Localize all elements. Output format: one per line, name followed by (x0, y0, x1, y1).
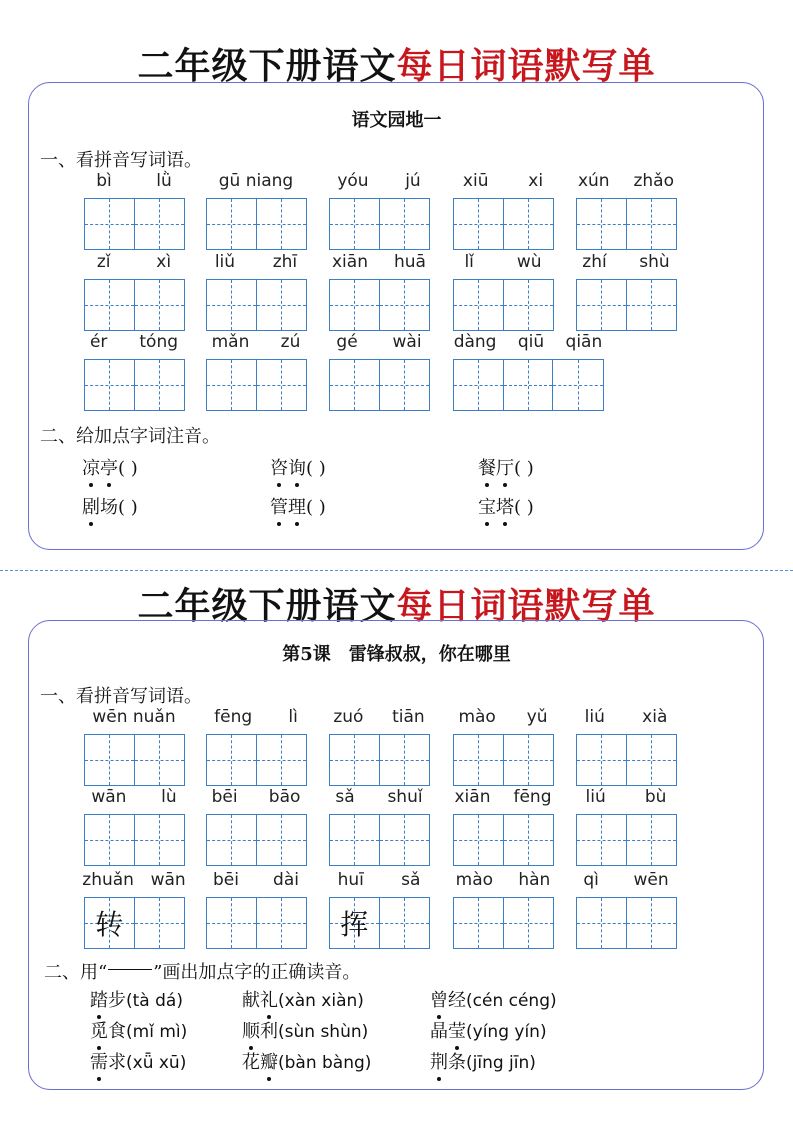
pinyin-syllable: shuǐ (387, 787, 423, 807)
word-character: 询 (288, 454, 306, 480)
sheet2-section2-heading (44, 958, 360, 984)
word-cell (206, 331, 306, 415)
writing-box[interactable] (135, 815, 185, 865)
writing-box[interactable] (380, 280, 430, 330)
tianzige-grid (206, 814, 307, 866)
pinyin-syllable: zhǎo (633, 171, 675, 191)
writing-box[interactable] (380, 898, 430, 948)
pinyin-syllable: xi (528, 171, 544, 191)
pinyin-syllable: sǎ (401, 870, 421, 890)
tianzige-grid (84, 279, 185, 331)
writing-box[interactable] (454, 735, 504, 785)
pinyin-syllable: yǔ (526, 707, 548, 727)
word-character: 曾 (430, 986, 448, 1012)
pinyin-syllable: huā (394, 252, 426, 272)
word-character: 食 (108, 1021, 126, 1042)
pinyin-syllable: wài (392, 332, 422, 352)
writing-box[interactable] (85, 199, 135, 249)
answer-blank[interactable]: ( ) (118, 458, 138, 479)
writing-box[interactable] (627, 199, 677, 249)
word-character: 莹 (448, 1017, 466, 1043)
answer-blank[interactable]: ( ) (118, 497, 138, 518)
writing-box[interactable] (85, 280, 135, 330)
pinyin-label (566, 170, 686, 192)
pinyin-syllable: dàng (453, 332, 497, 352)
word-character: 凉 (82, 454, 100, 480)
word-character: 觅 (90, 1017, 108, 1043)
pinyin-label (319, 170, 439, 192)
writing-box[interactable] (577, 815, 627, 865)
writing-box[interactable] (380, 815, 430, 865)
writing-box[interactable] (454, 280, 504, 330)
tianzige-grid (576, 814, 677, 866)
word-character: 塔 (496, 493, 514, 519)
writing-box[interactable] (627, 898, 677, 948)
question-item (90, 1017, 187, 1043)
word-cell (576, 170, 676, 254)
writing-box[interactable] (207, 199, 257, 249)
tianzige-grid (329, 198, 430, 250)
pinyin-syllable: fēng (513, 787, 552, 807)
pinyin-label (319, 251, 439, 273)
pinyin-label (74, 331, 194, 353)
writing-box[interactable] (454, 898, 504, 948)
writing-box[interactable] (85, 815, 135, 865)
word-cell (576, 869, 676, 953)
pinyin-label (319, 786, 439, 808)
tianzige-grid (84, 814, 185, 866)
pinyin-syllable: wēn nuǎn (92, 707, 176, 727)
pinyin-label (566, 786, 686, 808)
pinyin-label (196, 869, 316, 891)
writing-box[interactable] (577, 280, 627, 330)
question-item (270, 454, 326, 480)
question-item (242, 986, 364, 1012)
writing-box[interactable] (454, 199, 504, 249)
tianzige-grid (329, 814, 430, 866)
pinyin-label (443, 786, 563, 808)
pinyin-label (443, 331, 613, 353)
tianzige-grid (329, 279, 430, 331)
tianzige-grid (84, 359, 185, 411)
pinyin-syllable: tóng (139, 332, 179, 352)
word-cell (453, 251, 553, 335)
word-character: 剧 (82, 493, 100, 519)
tianzige-grid (453, 734, 554, 786)
question-item (430, 1048, 536, 1074)
pinyin-syllable: bēi (211, 787, 238, 807)
tianzige-grid (453, 359, 604, 411)
pinyin-syllable: zú (280, 332, 301, 352)
prefilled-character: 转 (95, 908, 124, 941)
answer-blank[interactable]: ( ) (306, 458, 326, 479)
word-cell (453, 331, 603, 415)
word-cell (576, 251, 676, 335)
writing-box[interactable] (577, 735, 627, 785)
pinyin-syllable: wān (91, 787, 127, 807)
pinyin-label (74, 706, 194, 728)
writing-box[interactable] (380, 199, 430, 249)
sheet1-section1-heading: 一、看拼音写词语。 (40, 150, 202, 171)
word-cell (329, 170, 429, 254)
writing-box[interactable] (504, 280, 554, 330)
tianzige-grid (206, 734, 307, 786)
writing-box[interactable] (257, 280, 307, 330)
word-cell (453, 706, 553, 790)
writing-box[interactable] (135, 199, 185, 249)
tianzige-grid (576, 897, 677, 949)
pinyin-syllable: lǜ (156, 171, 172, 191)
word-cell (329, 331, 429, 415)
pinyin-syllable: shù (639, 252, 670, 272)
word-character: 经 (448, 990, 466, 1011)
pinyin-syllable: yóu (337, 171, 369, 191)
pinyin-syllable: ér (89, 332, 108, 352)
tianzige-grid (84, 734, 185, 786)
pinyin-syllable: hàn (518, 870, 551, 890)
writing-box[interactable] (627, 735, 677, 785)
word-cell (453, 170, 553, 254)
pinyin-label (566, 251, 686, 273)
word-character: 条 (448, 1052, 466, 1073)
pinyin-label (196, 786, 316, 808)
pinyin-syllable: qiū (517, 332, 545, 352)
pinyin-label (196, 331, 316, 353)
sheet1-lesson-title: 语文园地一 (351, 110, 442, 131)
pinyin-options[interactable]: (jīng jīn) (466, 1053, 536, 1073)
title-grade: 二年级下册语文 (137, 46, 397, 87)
answer-blank[interactable]: ( ) (514, 458, 534, 479)
pinyin-label (196, 251, 316, 273)
pinyin-label (443, 869, 563, 891)
word-character: 宝 (478, 493, 496, 519)
pinyin-syllable: wān (150, 870, 186, 890)
pinyin-syllable: xiū (462, 171, 489, 191)
writing-box[interactable] (330, 360, 380, 410)
writing-box[interactable] (207, 815, 257, 865)
question-item (430, 986, 557, 1012)
word-cell (84, 786, 184, 870)
pinyin-options[interactable]: (yíng yín) (466, 1022, 547, 1042)
pinyin-syllable: bì (96, 171, 112, 191)
question-item (82, 493, 138, 519)
tianzige-grid (329, 897, 430, 949)
tianzige-grid (576, 198, 677, 250)
word-cell (84, 251, 184, 335)
writing-box[interactable] (330, 735, 380, 785)
pinyin-syllable: sǎ (335, 787, 355, 807)
word-character: 礼 (260, 986, 278, 1012)
word-cell (206, 251, 306, 335)
section2-suffix: ”画出加点字的正确读音。 (153, 962, 361, 983)
word-cell (329, 706, 429, 790)
word-cell (453, 869, 553, 953)
pinyin-syllable: xún (577, 171, 610, 191)
word-cell (84, 706, 184, 790)
answer-blank[interactable]: ( ) (306, 497, 326, 518)
tianzige-grid (453, 198, 554, 250)
pinyin-options[interactable]: (mǐ mì) (126, 1022, 188, 1042)
pinyin-label (319, 706, 439, 728)
word-character: 餐 (478, 454, 496, 480)
question-item (478, 493, 534, 519)
pinyin-label (319, 331, 439, 353)
writing-box[interactable] (577, 199, 627, 249)
pinyin-syllable: lǐ (464, 252, 474, 272)
writing-box[interactable] (504, 815, 554, 865)
word-character: 荆 (430, 1048, 448, 1074)
writing-box[interactable] (330, 815, 380, 865)
pinyin-syllable: tiān (392, 707, 425, 727)
word-character: 顺 (242, 1017, 260, 1043)
sheet2-section1-heading: 一、看拼音写词语。 (40, 686, 202, 707)
pinyin-syllable: dài (273, 870, 299, 890)
writing-box[interactable] (257, 815, 307, 865)
word-character: 花 (242, 1052, 260, 1073)
writing-box[interactable] (257, 199, 307, 249)
word-character: 步 (108, 990, 126, 1011)
underline-mark (108, 969, 152, 970)
writing-box[interactable] (627, 815, 677, 865)
title-grade: 二年级下册语文 (137, 586, 397, 627)
pinyin-syllable: lì (288, 707, 298, 727)
section2-prefix: 二、用“ (44, 962, 108, 983)
pinyin-label (74, 786, 194, 808)
pinyin-label (196, 170, 316, 192)
writing-box[interactable] (207, 280, 257, 330)
pinyin-syllable: xiān (332, 252, 368, 272)
pinyin-label (74, 251, 194, 273)
word-character: 瓣 (260, 1048, 278, 1074)
writing-box[interactable] (135, 735, 185, 785)
pinyin-options[interactable]: (tà dá) (126, 991, 183, 1011)
pinyin-options[interactable]: (bàn bàng) (278, 1053, 372, 1073)
pinyin-label (74, 869, 194, 891)
question-item (430, 1017, 547, 1043)
pinyin-label (443, 170, 563, 192)
pinyin-syllable: gé (336, 332, 358, 352)
prefilled-character: 挥 (340, 908, 369, 941)
question-item (270, 493, 326, 519)
pinyin-syllable: gū niang (218, 171, 294, 191)
pinyin-syllable: liú (584, 707, 605, 727)
pinyin-options[interactable]: (sùn shùn) (278, 1022, 369, 1042)
writing-box[interactable] (330, 199, 380, 249)
question-item (82, 454, 138, 480)
word-character: 献 (242, 990, 260, 1011)
pinyin-syllable: qì (583, 870, 599, 890)
word-character: 亭 (100, 454, 118, 480)
word-cell (206, 170, 306, 254)
word-cell (84, 869, 184, 953)
tianzige-grid (329, 359, 430, 411)
tianzige-grid (206, 279, 307, 331)
pinyin-syllable: zuó (333, 707, 364, 727)
writing-box[interactable] (553, 360, 603, 410)
word-cell (576, 706, 676, 790)
pinyin-label (196, 706, 316, 728)
word-cell (453, 786, 553, 870)
pinyin-syllable: zhuǎn (82, 870, 134, 890)
pinyin-syllable: xià (642, 707, 668, 727)
question-item (90, 1048, 186, 1074)
tianzige-grid (576, 734, 677, 786)
answer-blank[interactable]: ( ) (514, 497, 534, 518)
pinyin-label (319, 869, 439, 891)
word-cell (576, 786, 676, 870)
sheet1-section2-heading: 二、给加点字词注音。 (40, 426, 220, 447)
word-cell (329, 251, 429, 335)
pinyin-label (443, 706, 563, 728)
tianzige-grid (84, 198, 185, 250)
pinyin-syllable: xì (156, 252, 172, 272)
pinyin-syllable: bù (644, 787, 667, 807)
writing-box[interactable] (257, 898, 307, 948)
writing-box[interactable] (454, 815, 504, 865)
writing-box[interactable] (504, 735, 554, 785)
tianzige-grid (206, 198, 307, 250)
page-divider (0, 570, 793, 571)
writing-box[interactable] (454, 360, 504, 410)
writing-box[interactable] (207, 360, 257, 410)
tianzige-grid (453, 897, 554, 949)
writing-box[interactable] (135, 360, 185, 410)
question-item (242, 1048, 371, 1074)
word-character: 踏 (90, 986, 108, 1012)
question-item (242, 1017, 368, 1043)
tianzige-grid (206, 897, 307, 949)
word-character: 咨 (270, 454, 288, 480)
pinyin-label (443, 251, 563, 273)
tianzige-grid (576, 279, 677, 331)
word-character: 场 (100, 497, 118, 518)
tianzige-grid (84, 897, 185, 949)
writing-box[interactable] (207, 735, 257, 785)
tianzige-grid (453, 279, 554, 331)
writing-box[interactable] (380, 360, 430, 410)
pinyin-syllable: qiān (565, 332, 603, 352)
writing-box[interactable] (85, 898, 135, 948)
pinyin-syllable: mào (458, 707, 496, 727)
word-character: 利 (260, 1021, 278, 1042)
writing-box[interactable] (504, 360, 554, 410)
tianzige-grid (329, 734, 430, 786)
writing-box[interactable] (504, 898, 554, 948)
question-item (90, 986, 183, 1012)
title-dictation: 每日词语默写单 (396, 585, 656, 627)
pinyin-label (566, 869, 686, 891)
tianzige-grid (206, 359, 307, 411)
pinyin-syllable: lù (161, 787, 177, 807)
pinyin-syllable: liú (585, 787, 606, 807)
pinyin-syllable: fēng (214, 707, 253, 727)
pinyin-syllable: zhī (272, 252, 298, 272)
pinyin-options[interactable]: (xàn xiàn) (278, 991, 364, 1011)
pinyin-syllable: bāo (268, 787, 301, 807)
word-cell (84, 170, 184, 254)
writing-box[interactable] (627, 280, 677, 330)
word-cell (206, 786, 306, 870)
pinyin-syllable: wù (516, 252, 542, 272)
writing-box[interactable] (135, 280, 185, 330)
pinyin-syllable: jú (405, 171, 421, 191)
tianzige-grid (453, 814, 554, 866)
pinyin-syllable: liǔ (214, 252, 236, 272)
pinyin-syllable: zhí (582, 252, 607, 272)
pinyin-syllable: mǎn (211, 332, 250, 352)
pinyin-label (74, 170, 194, 192)
sheet2-lesson-title: 第5课 雷锋叔叔，你在哪里 (282, 644, 511, 665)
pinyin-options[interactable]: (cén céng) (466, 991, 557, 1011)
word-cell (84, 331, 184, 415)
pinyin-syllable: xiān (454, 787, 491, 807)
writing-box[interactable] (85, 735, 135, 785)
title-dictation: 每日词语默写单 (396, 45, 656, 87)
writing-box[interactable] (257, 360, 307, 410)
writing-box[interactable] (135, 898, 185, 948)
word-cell (329, 869, 429, 953)
writing-box[interactable] (330, 898, 380, 948)
word-character: 管 (270, 493, 288, 519)
word-character: 需 (90, 1048, 108, 1074)
word-character: 求 (108, 1052, 126, 1073)
writing-box[interactable] (330, 280, 380, 330)
word-cell (206, 706, 306, 790)
pinyin-syllable: huī (337, 870, 364, 890)
pinyin-options[interactable]: (xǖ xū) (126, 1053, 187, 1073)
writing-box[interactable] (85, 360, 135, 410)
writing-box[interactable] (380, 735, 430, 785)
writing-box[interactable] (207, 898, 257, 948)
writing-box[interactable] (504, 199, 554, 249)
word-character: 晶 (430, 1021, 448, 1042)
pinyin-syllable: zǐ (96, 252, 111, 272)
word-cell (206, 869, 306, 953)
writing-box[interactable] (257, 735, 307, 785)
word-cell (329, 786, 429, 870)
pinyin-syllable: mào (455, 870, 494, 890)
pinyin-syllable: wēn (633, 870, 669, 890)
question-item (478, 454, 534, 480)
writing-box[interactable] (577, 898, 627, 948)
pinyin-syllable: bēi (213, 870, 239, 890)
pinyin-label (566, 706, 686, 728)
word-character: 厅 (496, 454, 514, 480)
word-character: 理 (288, 493, 306, 519)
